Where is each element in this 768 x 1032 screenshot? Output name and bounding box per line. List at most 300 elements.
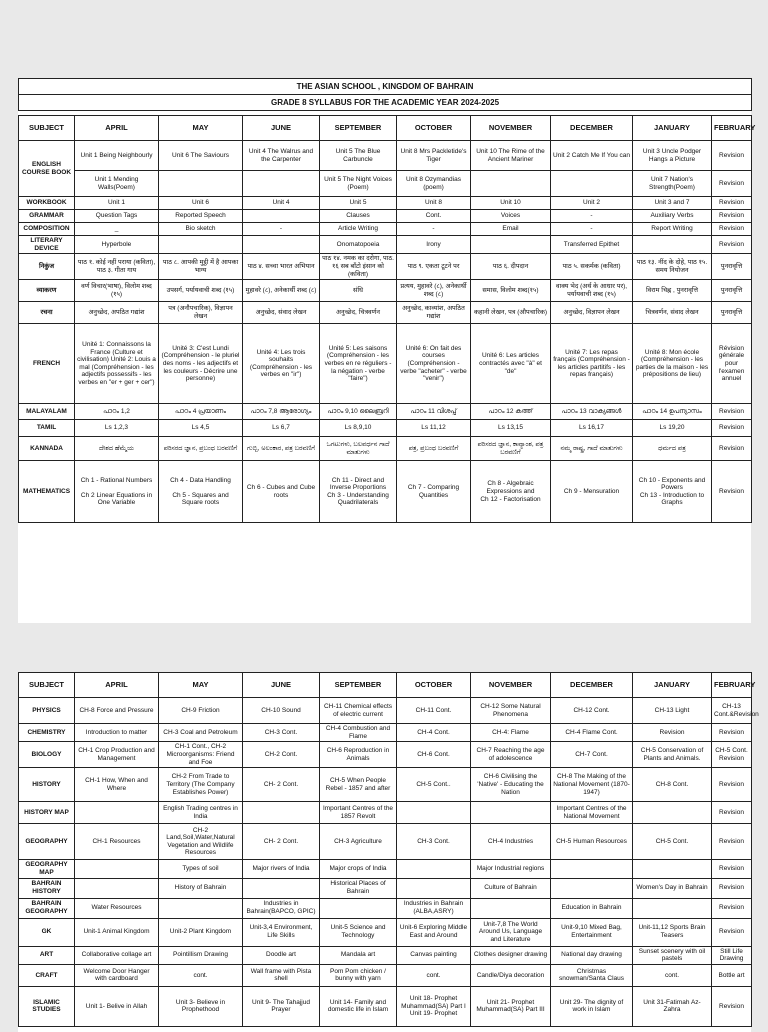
table-cell-november: Ls 13,15 bbox=[471, 420, 551, 437]
table-cell-december: CH-4 Flame Cont. bbox=[551, 724, 633, 742]
column-header-november: NOVEMBER bbox=[471, 673, 551, 698]
table-cell-february: Revision bbox=[712, 898, 752, 918]
table-cell-may: Reported Speech bbox=[159, 210, 243, 223]
column-header-june: JUNE bbox=[243, 673, 320, 698]
table-row bbox=[19, 280, 752, 302]
table-cell-january: Report Writing bbox=[633, 223, 712, 236]
table-cell-november: Unit 10 bbox=[471, 197, 551, 210]
table-cell-february: Revision bbox=[712, 404, 752, 420]
table-cell-september: Historical Places of Bahrain bbox=[320, 878, 397, 898]
table-cell-october: Irony bbox=[397, 236, 471, 254]
syllabus-title: GRADE 8 SYLLABUS FOR THE ACADEMIC YEAR 2024-2025 bbox=[19, 95, 752, 111]
table-row bbox=[19, 197, 752, 210]
table-cell-november: Unité 6: Les articles contractés avec "à" et "de" bbox=[471, 324, 551, 404]
table-cell-november bbox=[471, 802, 551, 824]
table-row bbox=[19, 236, 752, 254]
column-header-february: FEBRUARY bbox=[712, 116, 752, 141]
table-cell-april: अनुच्छेद, अपठित गद्यांश bbox=[75, 302, 159, 324]
table-cell-june: Unit 4 bbox=[243, 197, 320, 210]
table-cell-june: Industries in Bahrain(BAPCO, GPIC) bbox=[243, 898, 320, 918]
table-row bbox=[19, 878, 752, 898]
table-cell-february: Revision bbox=[712, 197, 752, 210]
table-cell-december: ನಮ್ಮ ರಾಷ್ಟ್ರ, ಗಾದೆ ಮಾತುಗಳು bbox=[551, 437, 633, 461]
table-cell-february: Bottle art bbox=[712, 964, 752, 986]
table-cell-october: cont. bbox=[397, 964, 471, 986]
table-cell-october: Unit 8 Mrs Packletide's Tiger bbox=[397, 141, 471, 171]
table-cell-september: Mandala art bbox=[320, 946, 397, 964]
table-cell-april: Ls 1,2,3 bbox=[75, 420, 159, 437]
table-cell-february: पुनरावृत्ति bbox=[712, 254, 752, 280]
table-cell-october: Unit-6 Exploring Middle East and Around bbox=[397, 918, 471, 946]
table-cell-december: പാഠം 13 വാക്യങ്ങൾ bbox=[551, 404, 633, 420]
table-cell-january bbox=[633, 802, 712, 824]
table-cell-may: पत्र (अनौपचारिक), विज्ञापन लेखन bbox=[159, 302, 243, 324]
table-cell-june: Doodle art bbox=[243, 946, 320, 964]
column-header-subject: SUBJECT bbox=[19, 116, 75, 141]
syllabus-page-1 bbox=[18, 78, 756, 623]
table-cell-january: Ch 10 - Exponents and Powers Ch 13 - Introduction to Graphs bbox=[633, 461, 712, 523]
subject-cell: BAHRAIN HISTORY bbox=[19, 878, 75, 898]
column-header-may: MAY bbox=[159, 116, 243, 141]
column-header-june: JUNE bbox=[243, 116, 320, 141]
table-cell-may: Ch 4 - Data Handling Ch 5 - Squares and Square roots bbox=[159, 461, 243, 523]
table-cell-november: Clothes designer drawing bbox=[471, 946, 551, 964]
table-cell-february: पुनरावृत्ति bbox=[712, 280, 752, 302]
subject-cell: COMPOSITION bbox=[19, 223, 75, 236]
table-cell-december: पाठ ५. सकर्मक (कविता) bbox=[551, 254, 633, 280]
table-cell-november: Email bbox=[471, 223, 551, 236]
table-cell-june: ಗುಬ್ಬಿ, ಅಲಂಕಾರ, ಪತ್ರ ಬರವಣಿಗೆ bbox=[243, 437, 320, 461]
table-cell-january: പാഠം 14 ഉപന്യാസം bbox=[633, 404, 712, 420]
table-cell-september: Unit 5 The Night Voices (Poem) bbox=[320, 171, 397, 197]
table-cell-september: पाठ १४. नमक का दरोगा, पाठ. १६ सब बाँटो इंसान को (कविता) bbox=[320, 254, 397, 280]
table-cell-may: Ls 4,5 bbox=[159, 420, 243, 437]
table-cell-february: Revision bbox=[712, 768, 752, 802]
table-cell-february: Still Life Drawing bbox=[712, 946, 752, 964]
table-cell-may: Unit 6 The Saviours bbox=[159, 141, 243, 171]
table-cell-september: CH-11 Chemical effects of electric current bbox=[320, 698, 397, 724]
table-cell-january: चित्रवर्णन, संवाद लेखन bbox=[633, 302, 712, 324]
table-cell-october: Cont. bbox=[397, 210, 471, 223]
table-cell-february: CH-5 Cont. Revision bbox=[712, 742, 752, 768]
table-cell-may: Unit-2 Plant Kingdom bbox=[159, 918, 243, 946]
table-cell-november: Unit-7,8 The World Around Us, Language and Literature bbox=[471, 918, 551, 946]
table-cell-may: ಪರಿಸರದ ಜ್ಞಾನ, ಪ್ರಬಂಧ ಬರವಣಿಗೆ bbox=[159, 437, 243, 461]
table-cell-september: CH-4 Combustion and Flame bbox=[320, 724, 397, 742]
column-header-january: JANUARY bbox=[633, 673, 712, 698]
table-cell-november: Culture of Bahrain bbox=[471, 878, 551, 898]
subject-cell: GRAMMAR bbox=[19, 210, 75, 223]
table-cell-september: Major crops of India bbox=[320, 860, 397, 878]
table-row bbox=[19, 210, 752, 223]
subject-cell: PHYSICS bbox=[19, 698, 75, 724]
table-cell-january: Unit 31-Fatimah Az-Zahra bbox=[633, 986, 712, 1026]
table-cell-november: कहानी लेखन, पत्र (औपचारिक) bbox=[471, 302, 551, 324]
column-header-december: DECEMBER bbox=[551, 673, 633, 698]
table-cell-september: Pom Pom chicken / bunny with yarn bbox=[320, 964, 397, 986]
table-cell-december: CH-5 Human Resources bbox=[551, 824, 633, 860]
table-cell-october: Ch 7 - Comparing Quantities bbox=[397, 461, 471, 523]
table-cell-february: CH-13 Cont.&Revision bbox=[712, 698, 752, 724]
table-cell-september: Article Writing bbox=[320, 223, 397, 236]
table-cell-june: Unité 4: Les trois souhaits (Compréhension - les verbes en "ir") bbox=[243, 324, 320, 404]
column-header-september: SEPTEMBER bbox=[320, 116, 397, 141]
table-cell-june: Unit 4 The Walrus and the Carpenter bbox=[243, 141, 320, 171]
table-cell-november: Candle/Diya decoration bbox=[471, 964, 551, 986]
table-row bbox=[19, 302, 752, 324]
table-cell-december: National day drawing bbox=[551, 946, 633, 964]
subject-cell: CHEMISTRY bbox=[19, 724, 75, 742]
table-cell-february: Revision bbox=[712, 437, 752, 461]
subject-cell: LITERARY DEVICE bbox=[19, 236, 75, 254]
table-cell-january: Auxiliary Verbs bbox=[633, 210, 712, 223]
table-cell-april: Unité 1: Connaissons la France (Culture et civilisation) Unité 2: Louis a mal (Compréhension - les adjectifs possessifs - les verbes en "er + ger + cer") bbox=[75, 324, 159, 404]
table-row bbox=[19, 461, 752, 523]
table-cell-may: Types of soil bbox=[159, 860, 243, 878]
subject-cell: WORKBOOK bbox=[19, 197, 75, 210]
table-cell-june: CH- 2 Cont. bbox=[243, 768, 320, 802]
table-cell-february: Revision bbox=[712, 802, 752, 824]
table-cell-october bbox=[397, 878, 471, 898]
column-header-november: NOVEMBER bbox=[471, 116, 551, 141]
table-cell-september: പാഠം 9,10 ലൈബ്രറി bbox=[320, 404, 397, 420]
table-cell-january: Revision bbox=[633, 724, 712, 742]
table-row bbox=[19, 898, 752, 918]
table-cell-december: Christmas snowman/Santa Claus bbox=[551, 964, 633, 986]
table-cell-april: CH-1 Resources bbox=[75, 824, 159, 860]
table-cell-june: പാഠം 7,8 ആരോഗ്യം bbox=[243, 404, 320, 420]
table-cell-january: Unit 3 and 7 bbox=[633, 197, 712, 210]
table-cell-april: CH-1 How, When and Where bbox=[75, 768, 159, 802]
table-cell-december: - bbox=[551, 223, 633, 236]
table-cell-february: Revision bbox=[712, 171, 752, 197]
syllabus-table-2 bbox=[18, 672, 759, 1027]
table-cell-june bbox=[243, 210, 320, 223]
table-cell-september: Clauses bbox=[320, 210, 397, 223]
table-cell-november: CH-6 Civilising the 'Native' - Educating the Nation bbox=[471, 768, 551, 802]
table-cell-february: Révision générale pour l'examen annuel bbox=[712, 324, 752, 404]
table-cell-february: Revision bbox=[712, 461, 752, 523]
table-cell-june: Unit 9- The Tahajjud Prayer bbox=[243, 986, 320, 1026]
table-cell-january: Ls 19,20 bbox=[633, 420, 712, 437]
table-row bbox=[19, 420, 752, 437]
subject-cell: TAMIL bbox=[19, 420, 75, 437]
table-row bbox=[19, 742, 752, 768]
table-row bbox=[19, 171, 752, 197]
table-cell-december: Unit-9,10 Mixed Bag, Entertainment bbox=[551, 918, 633, 946]
column-header-october: OCTOBER bbox=[397, 116, 471, 141]
table-row bbox=[19, 437, 752, 461]
table-cell-april: Question Tags bbox=[75, 210, 159, 223]
table-cell-may: उपसर्ग, पर्यायवाची शब्द (१५) bbox=[159, 280, 243, 302]
table-cell-january: Unité 8: Mon école (Compréhension - les parties de la maison - les prépositions de lieu) bbox=[633, 324, 712, 404]
table-cell-november: ಪರಿಸರದ ಜ್ಞಾನ, ಕಾವ್ಯಾಂಶ, ಪತ್ರ ಬರವಣಿಗೆ bbox=[471, 437, 551, 461]
table-cell-october: CH-11 Cont. bbox=[397, 698, 471, 724]
table-cell-december: Education in Bahrain bbox=[551, 898, 633, 918]
table-cell-november: പാഠം 12 കത്ത് bbox=[471, 404, 551, 420]
table-cell-january: CH-13 Light bbox=[633, 698, 712, 724]
table-row bbox=[19, 324, 752, 404]
table-cell-april: Water Resources bbox=[75, 898, 159, 918]
table-cell-november bbox=[471, 898, 551, 918]
table-cell-april: പാഠം 1,2 bbox=[75, 404, 159, 420]
table-cell-october: പാഠം 11 വിശപ്പ് bbox=[397, 404, 471, 420]
column-header-row bbox=[19, 116, 752, 141]
table-cell-may: Unit 3- Believe in Prophethood bbox=[159, 986, 243, 1026]
table-cell-january: Sunset scenery with oil pastels bbox=[633, 946, 712, 964]
table-cell-april: CH-1 Crop Production and Management bbox=[75, 742, 159, 768]
column-header-february: FEBRUARY bbox=[712, 673, 752, 698]
table-cell-september: Unit 5 bbox=[320, 197, 397, 210]
table-cell-september bbox=[320, 898, 397, 918]
table-cell-november: Unit 10 The Rime of the Ancient Mariner bbox=[471, 141, 551, 171]
table-cell-may: CH-3 Coal and Petroleum bbox=[159, 724, 243, 742]
table-cell-october: Unit 8 bbox=[397, 197, 471, 210]
table-cell-april: ದೇಶದ ಹೆಮ್ಮೆಯ bbox=[75, 437, 159, 461]
column-header-december: DECEMBER bbox=[551, 116, 633, 141]
table-cell-april: Ch 1 - Rational Numbers Ch 2 Linear Equations in One Variable bbox=[75, 461, 159, 523]
table-row bbox=[19, 254, 752, 280]
table-cell-may: CH-2 From Trade to Territory (The Company Establishes Power) bbox=[159, 768, 243, 802]
table-row bbox=[19, 223, 752, 236]
subject-cell: MATHEMATICS bbox=[19, 461, 75, 523]
table-cell-april bbox=[75, 878, 159, 898]
table-cell-december: CH-7 Cont. bbox=[551, 742, 633, 768]
table-row bbox=[19, 986, 752, 1026]
table-cell-october: CH-4 Cont. bbox=[397, 724, 471, 742]
table-cell-october: अनुच्छेद, काव्यांश, अपठित गद्यांश bbox=[397, 302, 471, 324]
table-cell-november: CH-4 Industries bbox=[471, 824, 551, 860]
table-cell-november: Ch 8 - Algebraic Expressions and Ch 12 - Factorisation bbox=[471, 461, 551, 523]
column-header-september: SEPTEMBER bbox=[320, 673, 397, 698]
table-cell-january: CH-5 Conservation of Plants and Animals. bbox=[633, 742, 712, 768]
column-header-october: OCTOBER bbox=[397, 673, 471, 698]
table-cell-may: CH-2 Land,Soil,Water,Natural Vegetation and Wildlife Resources bbox=[159, 824, 243, 860]
table-cell-september: CH-3 Agriculture bbox=[320, 824, 397, 860]
table-cell-november: पाठ ६. दीपदान bbox=[471, 254, 551, 280]
table-cell-september: CH-5 When People Rebel - 1857 and after bbox=[320, 768, 397, 802]
subject-cell: रचना bbox=[19, 302, 75, 324]
table-cell-april: Introduction to matter bbox=[75, 724, 159, 742]
subject-cell: KANNADA bbox=[19, 437, 75, 461]
table-cell-november: समास, विलोम शब्द(१५) bbox=[471, 280, 551, 302]
table-cell-april: Unit-1 Animal Kingdom bbox=[75, 918, 159, 946]
subject-cell: निकुंज bbox=[19, 254, 75, 280]
table-cell-october: Ls 11,12 bbox=[397, 420, 471, 437]
table-cell-may bbox=[159, 898, 243, 918]
table-cell-january: पाठ १३. नींद के दोहे, पाठ १५. समय नियोजन bbox=[633, 254, 712, 280]
subject-cell: ENGLISH COURSE BOOK bbox=[19, 141, 75, 197]
table-cell-september: Unit 14- Family and domestic life in Islam bbox=[320, 986, 397, 1026]
table-cell-february: Revision bbox=[712, 223, 752, 236]
table-cell-june bbox=[243, 878, 320, 898]
table-cell-january: Women's Day in Bahrain bbox=[633, 878, 712, 898]
table-cell-november: Voices bbox=[471, 210, 551, 223]
table-cell-november bbox=[471, 171, 551, 197]
subject-cell: MALAYALAM bbox=[19, 404, 75, 420]
syllabus-table-1 bbox=[18, 78, 756, 523]
table-cell-december: CH-12 Cont. bbox=[551, 698, 633, 724]
table-cell-february: Revision bbox=[712, 878, 752, 898]
table-cell-june: मुहावरे (८), अनेकार्थी शब्द (८) bbox=[243, 280, 320, 302]
table-cell-october: Canvas painting bbox=[397, 946, 471, 964]
table-cell-february: Revision bbox=[712, 210, 752, 223]
table-cell-june bbox=[243, 171, 320, 197]
table-cell-may: CH-9 Friction bbox=[159, 698, 243, 724]
subject-cell: BIOLOGY bbox=[19, 742, 75, 768]
table-cell-april: Collaborative collage art bbox=[75, 946, 159, 964]
table-cell-october: CH-3 Cont. bbox=[397, 824, 471, 860]
table-cell-october: ಪತ್ರ, ಪ್ರಬಂಧ ಬರವಣಿಗೆ bbox=[397, 437, 471, 461]
table-cell-february: Revision bbox=[712, 860, 752, 878]
table-cell-december: Unit 2 bbox=[551, 197, 633, 210]
subject-cell: GEOGRAPHY MAP bbox=[19, 860, 75, 878]
table-cell-december: Important Centres of the National Movement bbox=[551, 802, 633, 824]
table-cell-september: Unit-5 Science and Technology bbox=[320, 918, 397, 946]
table-cell-june bbox=[243, 802, 320, 824]
table-cell-april: Unit 1- Belive in Allah bbox=[75, 986, 159, 1026]
subject-cell: GEOGRAPHY bbox=[19, 824, 75, 860]
column-header-row bbox=[19, 673, 752, 698]
table-cell-september: Important Centres of the 1857 Revolt bbox=[320, 802, 397, 824]
table-cell-may: History of Bahrain bbox=[159, 878, 243, 898]
table-row bbox=[19, 141, 752, 171]
table-cell-december: CH-8 The Making of the National Movement (1870-1947) bbox=[551, 768, 633, 802]
column-header-january: JANUARY bbox=[633, 116, 712, 141]
subject-cell: BAHRAIN GEOGRAPHY bbox=[19, 898, 75, 918]
table-cell-december bbox=[551, 878, 633, 898]
table-row bbox=[19, 724, 752, 742]
table-cell-december: - bbox=[551, 210, 633, 223]
table-cell-april bbox=[75, 860, 159, 878]
table-cell-october: CH-5 Cont.. bbox=[397, 768, 471, 802]
table-cell-september: अनुच्छेद, चित्रवर्णन bbox=[320, 302, 397, 324]
table-cell-december: Ch 9 - Mensuration bbox=[551, 461, 633, 523]
table-cell-november: CH-7 Reaching the age of adolescence bbox=[471, 742, 551, 768]
table-row bbox=[19, 824, 752, 860]
table-cell-november bbox=[471, 236, 551, 254]
table-cell-december bbox=[551, 860, 633, 878]
table-cell-january bbox=[633, 898, 712, 918]
table-cell-january bbox=[633, 236, 712, 254]
table-cell-october: Industries in Bahrain (ALBA,ASRY) bbox=[397, 898, 471, 918]
table-cell-january: cont. bbox=[633, 964, 712, 986]
table-cell-june bbox=[243, 236, 320, 254]
table-cell-september: Unité 5: Les saisons (Compréhension - les verbes en re réguliers - la négation - verbe "faire") bbox=[320, 324, 397, 404]
table-cell-june: CH-2 Cont. bbox=[243, 742, 320, 768]
table-cell-june: Ch 6 - Cubes and Cube roots bbox=[243, 461, 320, 523]
table-cell-february: Revision bbox=[712, 824, 752, 860]
table-cell-october: CH-6 Cont. bbox=[397, 742, 471, 768]
table-cell-october: - bbox=[397, 223, 471, 236]
table-cell-may: CH-1 Cont., CH-2 Microorganisms: Friend and Foe bbox=[159, 742, 243, 768]
table-cell-april: Unit 1 Mending Walls(Poem) bbox=[75, 171, 159, 197]
table-cell-december: अनुच्छेद, विज्ञापन लेखन bbox=[551, 302, 633, 324]
table-cell-november: Unit 21- Prophet Muhammad(SA) Part III bbox=[471, 986, 551, 1026]
table-cell-october: प्रत्यय, मुहावरे (८), अनेकार्थी शब्द (८) bbox=[397, 280, 471, 302]
table-cell-december bbox=[551, 171, 633, 197]
column-header-april: APRIL bbox=[75, 116, 159, 141]
table-cell-june: CH-10 Sound bbox=[243, 698, 320, 724]
table-row bbox=[19, 404, 752, 420]
table-cell-june: - bbox=[243, 223, 320, 236]
table-cell-september: ಒಗಟುಗಳು, ಬಲವರ್ಧನ ಗಾದೆ ಮಾತುಗಳು bbox=[320, 437, 397, 461]
table-cell-december: Transferred Epithet bbox=[551, 236, 633, 254]
table-cell-january: CH-5 Cont. bbox=[633, 824, 712, 860]
table-cell-may: പാഠം 4 പ്രയാണം bbox=[159, 404, 243, 420]
table-cell-november: CH-4: Flame bbox=[471, 724, 551, 742]
subject-cell: ART bbox=[19, 946, 75, 964]
table-cell-may: पाठ ८. आपकी मुट्ठी में है आपका भाग्य bbox=[159, 254, 243, 280]
table-cell-may: Unité 3: C'est Lundi (Compréhension - le pluriel des noms - les adjectifs et les couleurs - Décrire une personne) bbox=[159, 324, 243, 404]
table-cell-october bbox=[397, 860, 471, 878]
table-row bbox=[19, 964, 752, 986]
table-row bbox=[19, 698, 752, 724]
table-cell-september: Unit 5 The Blue Carbuncle bbox=[320, 141, 397, 171]
table-cell-june: Unit-3,4 Environment, Life Skills bbox=[243, 918, 320, 946]
subject-cell: ISLAMIC STUDIES bbox=[19, 986, 75, 1026]
table-cell-october: Unité 6: On fait des courses (Compréhension - verbe "acheter" - verbe "venir") bbox=[397, 324, 471, 404]
table-cell-january: ಧರ್ಮದ ಪತ್ರ bbox=[633, 437, 712, 461]
table-cell-september: Ls 8,9,10 bbox=[320, 420, 397, 437]
table-cell-april: Welcome Door Hanger with cardboard bbox=[75, 964, 159, 986]
table-cell-january: Unit-11,12 Sports Brain Teasers bbox=[633, 918, 712, 946]
table-cell-november: CH-12 Some Natural Phenomena bbox=[471, 698, 551, 724]
column-header-april: APRIL bbox=[75, 673, 159, 698]
table-cell-september: संधि bbox=[320, 280, 397, 302]
table-cell-april: पाठ १. कोई नहीं पराया (कविता), पाठ ३. गीता गाय bbox=[75, 254, 159, 280]
table-cell-june: Ls 6,7 bbox=[243, 420, 320, 437]
table-cell-june: CH- 2 Cont. bbox=[243, 824, 320, 860]
subject-cell: व्याकरण bbox=[19, 280, 75, 302]
subject-cell: CRAFT bbox=[19, 964, 75, 986]
table-cell-february: Revision bbox=[712, 724, 752, 742]
table-cell-january: CH-8 Cont. bbox=[633, 768, 712, 802]
table-cell-january bbox=[633, 860, 712, 878]
subject-cell: HISTORY bbox=[19, 768, 75, 802]
table-cell-may bbox=[159, 236, 243, 254]
school-title: THE ASIAN SCHOOL , KINGDOM OF BAHRAIN bbox=[19, 79, 752, 95]
table-cell-june: पाठ ४. सच्चा भारत अभियान bbox=[243, 254, 320, 280]
table-cell-february: Revision bbox=[712, 141, 752, 171]
table-cell-december: Unité 7: Les repas français (Compréhension - les articles partitifs - les repas français) bbox=[551, 324, 633, 404]
table-cell-february: Revision bbox=[712, 986, 752, 1026]
table-cell-december: Ls 16,17 bbox=[551, 420, 633, 437]
table-cell-october: पाठ ९. एकता टूटने पर bbox=[397, 254, 471, 280]
table-cell-may bbox=[159, 171, 243, 197]
subject-cell: GK bbox=[19, 918, 75, 946]
table-cell-september: CH-6 Reproduction in Animals bbox=[320, 742, 397, 768]
table-cell-may: Bio sketch bbox=[159, 223, 243, 236]
table-cell-april: CH-8 Force and Pressure bbox=[75, 698, 159, 724]
table-cell-january: Unit 7 Nation's Strength(Poem) bbox=[633, 171, 712, 197]
subject-cell: FRENCH bbox=[19, 324, 75, 404]
column-header-may: MAY bbox=[159, 673, 243, 698]
table-cell-december: वाक्य भेद (अर्थ के आधार पर), पर्यायवाची शब्द (१५) bbox=[551, 280, 633, 302]
table-cell-april: Unit 1 Being Neighbourly bbox=[75, 141, 159, 171]
table-cell-may: English Trading centres in India bbox=[159, 802, 243, 824]
table-cell-april: Unit 1 bbox=[75, 197, 159, 210]
table-cell-november: Major Industrial regions bbox=[471, 860, 551, 878]
table-cell-may: Pointillism Drawing bbox=[159, 946, 243, 964]
syllabus-page-2 bbox=[18, 672, 759, 1032]
table-cell-june: अनुच्छेद, संवाद लेखन bbox=[243, 302, 320, 324]
table-cell-january: Unit 3 Uncle Podger Hangs a Picture bbox=[633, 141, 712, 171]
column-header-subject: SUBJECT bbox=[19, 673, 75, 698]
table-cell-september: Onomatopoeia bbox=[320, 236, 397, 254]
table-cell-february: Revision bbox=[712, 236, 752, 254]
table-cell-december: Unit 29- The dignity of work in Islam bbox=[551, 986, 633, 1026]
